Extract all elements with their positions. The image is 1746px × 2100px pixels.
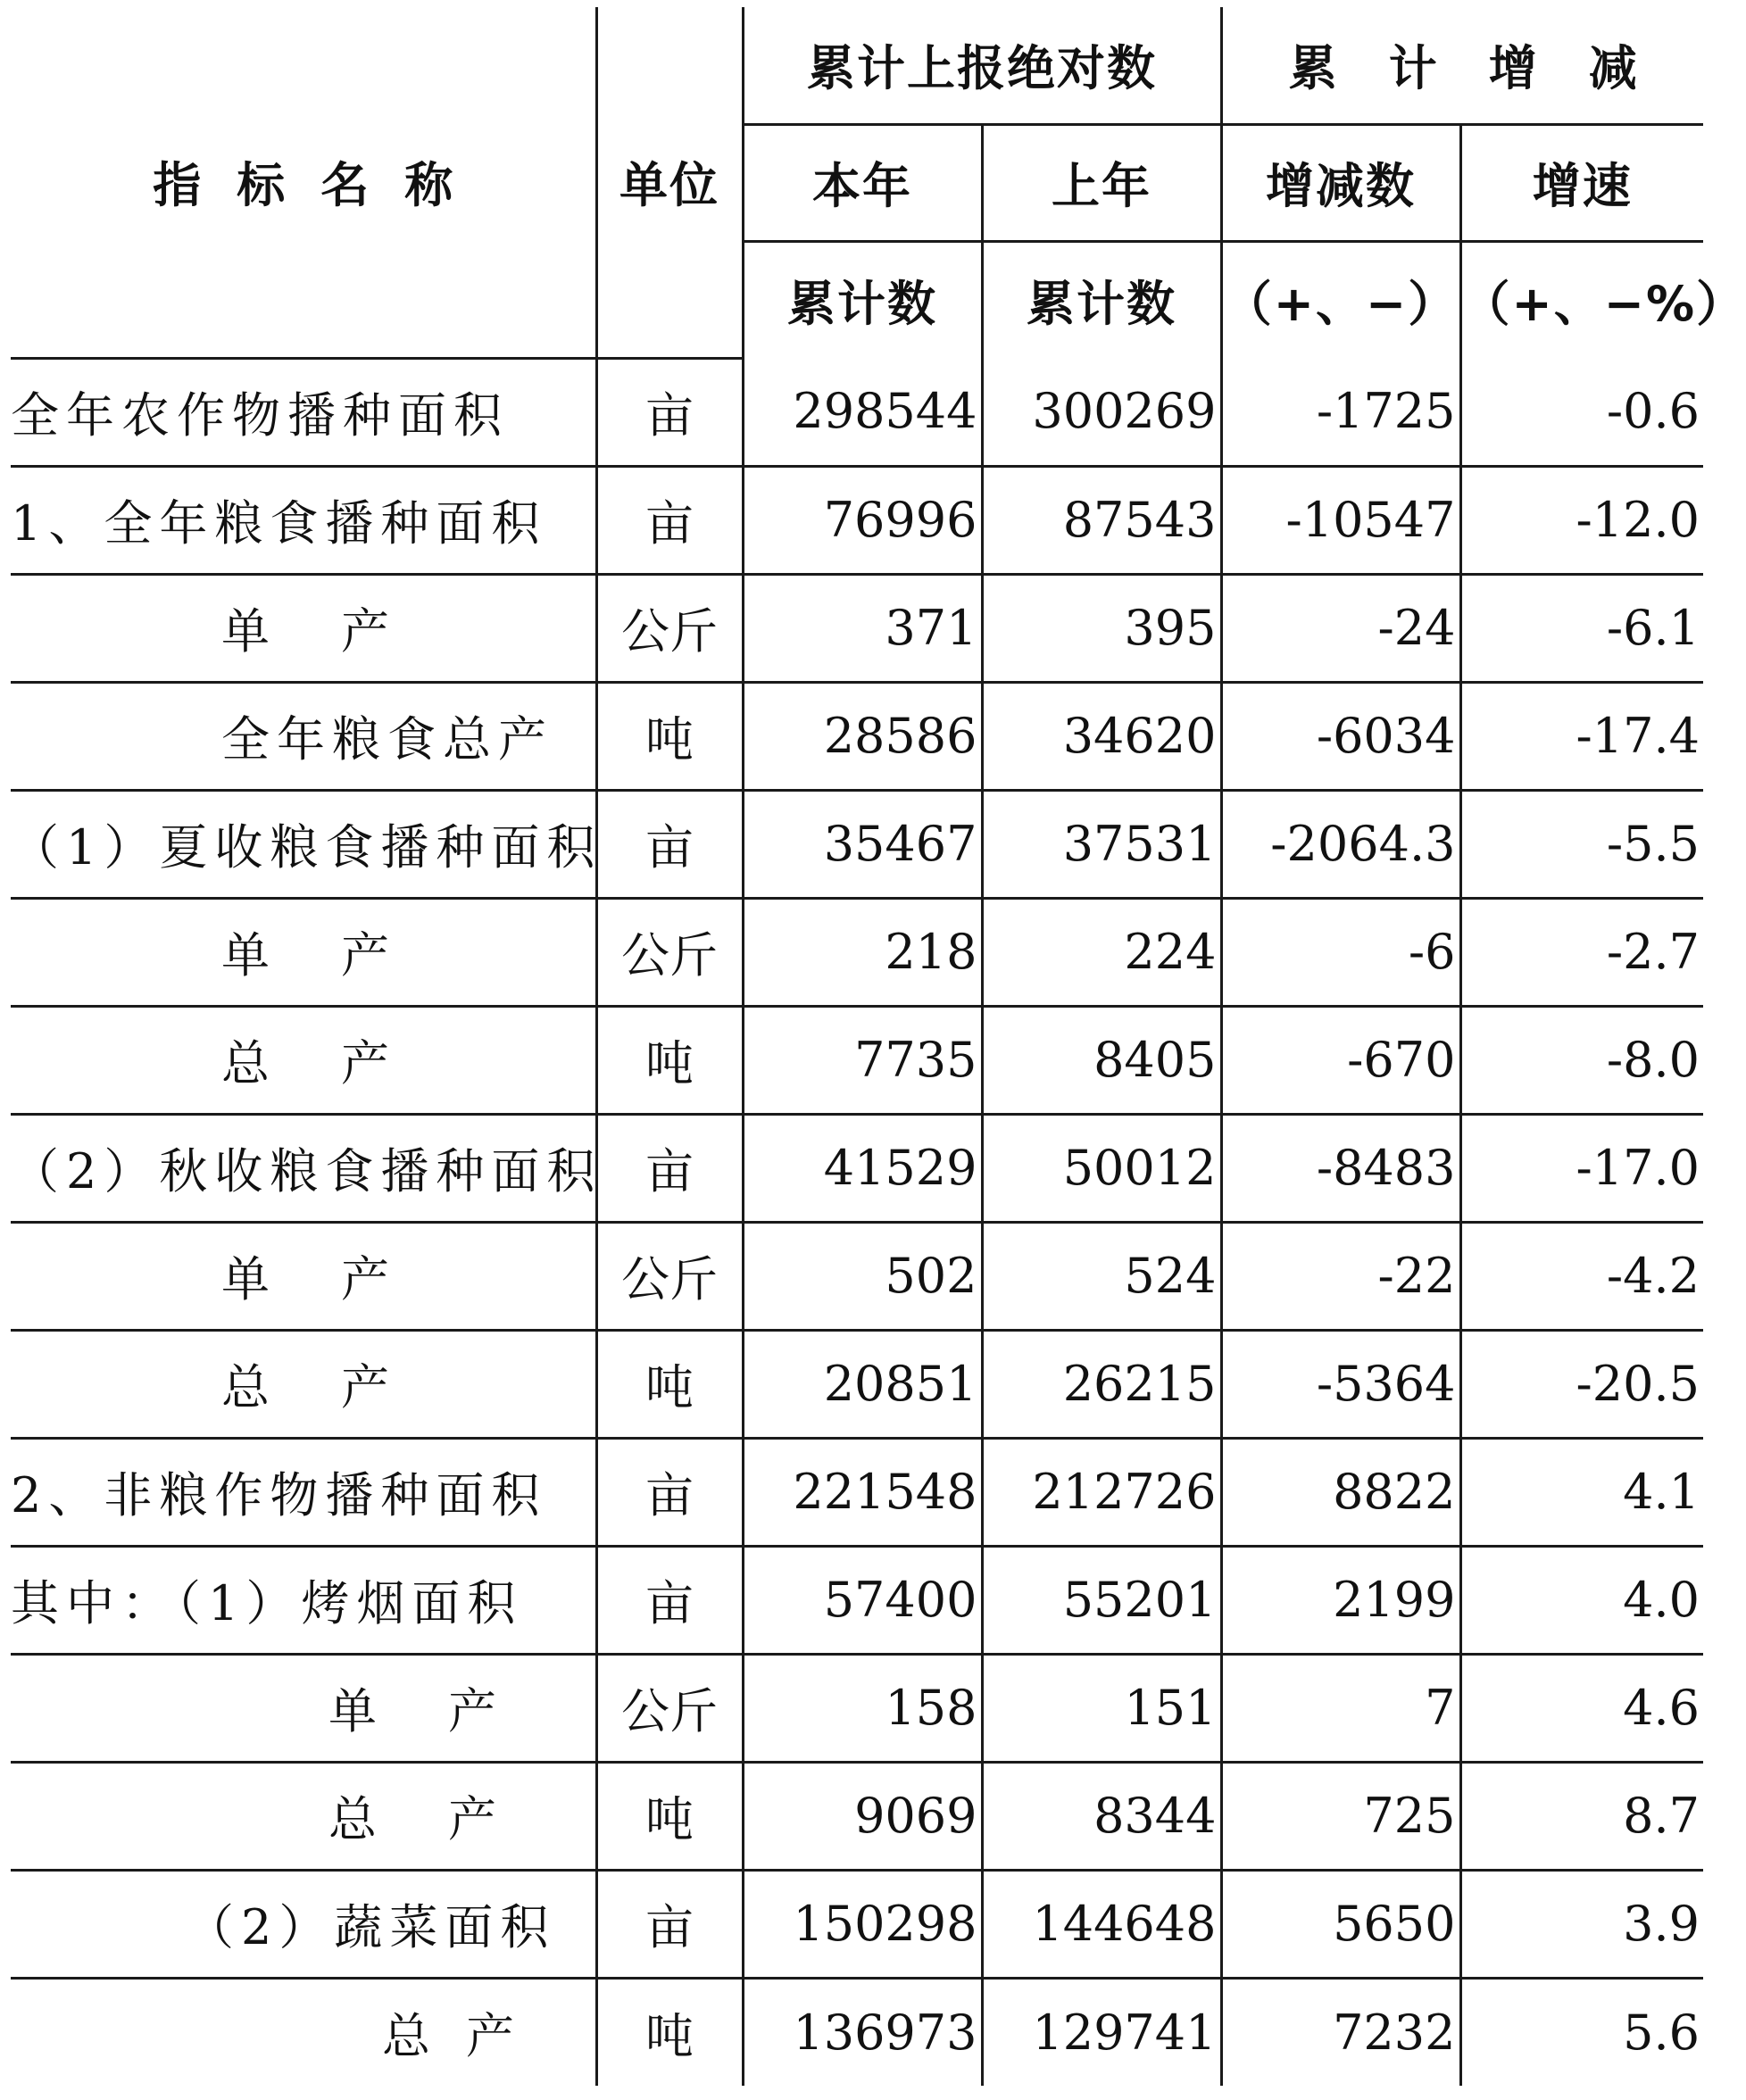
unit-cell: 公斤 [596, 1222, 743, 1330]
header-indicator: 指标名称 [11, 7, 596, 358]
last-year-value-cell: 224 [982, 898, 1221, 1006]
last-year-value-cell: 8344 [982, 1762, 1221, 1870]
header-cumulative-absolute: 累计上报绝对数 [743, 7, 1221, 124]
indicator-name-cell: 总产 [11, 1762, 596, 1870]
growth-rate-cell: -17.0 [1460, 1114, 1703, 1222]
this-year-value-cell: 218 [743, 898, 982, 1006]
unit-cell: 吨 [596, 1762, 743, 1870]
indicator-name-cell: 2、非粮作物播种面积 [11, 1438, 596, 1546]
header-unit: 单位 [596, 7, 743, 358]
change-value-cell: -670 [1221, 1006, 1460, 1114]
this-year-value-cell: 7735 [743, 1006, 982, 1114]
last-year-value-cell: 300269 [982, 358, 1221, 466]
indicator-name-cell: 其中：（1）烤烟面积 [11, 1546, 596, 1654]
header-sign-number: （+、−） [1221, 241, 1460, 358]
this-year-value-cell: 221548 [743, 1438, 982, 1546]
change-value-cell: 5650 [1221, 1870, 1460, 1978]
unit-cell: 公斤 [596, 898, 743, 1006]
indicator-name-cell: 单产 [11, 574, 596, 682]
table-row [11, 1654, 1703, 1762]
last-year-value-cell: 212726 [982, 1438, 1221, 1546]
unit-cell: 吨 [596, 1006, 743, 1114]
unit-cell: 吨 [596, 1330, 743, 1438]
change-value-cell: -6 [1221, 898, 1460, 1006]
last-year-value-cell: 8405 [982, 1006, 1221, 1114]
table-row [11, 790, 1703, 898]
table-row [11, 1330, 1703, 1438]
indicator-name-cell: 单产 [11, 1654, 596, 1762]
header-change-number: 增减数 [1221, 124, 1460, 241]
growth-rate-cell: -6.1 [1460, 574, 1703, 682]
this-year-value-cell: 20851 [743, 1330, 982, 1438]
growth-rate-cell: 5.6 [1460, 1978, 1703, 2086]
indicator-name-cell: 总产 [11, 1978, 596, 2086]
unit-cell: 公斤 [596, 1654, 743, 1762]
table-row [11, 1438, 1703, 1546]
table-row [11, 574, 1703, 682]
growth-rate-cell: -20.5 [1460, 1330, 1703, 1438]
last-year-value-cell: 129741 [982, 1978, 1221, 2086]
indicator-name-cell: 全年农作物播种面积 [11, 358, 596, 466]
header-sign-percent: （+、−%） [1460, 241, 1703, 358]
header-row-1 [11, 7, 1703, 124]
this-year-value-cell: 28586 [743, 682, 982, 790]
unit-cell: 公斤 [596, 574, 743, 682]
last-year-value-cell: 26215 [982, 1330, 1221, 1438]
change-value-cell: -22 [1221, 1222, 1460, 1330]
this-year-value-cell: 136973 [743, 1978, 982, 2086]
unit-cell: 亩 [596, 790, 743, 898]
last-year-value-cell: 524 [982, 1222, 1221, 1330]
change-value-cell: -10547 [1221, 466, 1460, 574]
this-year-value-cell: 158 [743, 1654, 982, 1762]
table-row [11, 1006, 1703, 1114]
this-year-value-cell: 57400 [743, 1546, 982, 1654]
table-row [11, 358, 1703, 466]
unit-cell: 亩 [596, 1870, 743, 1978]
growth-rate-cell: -4.2 [1460, 1222, 1703, 1330]
change-value-cell: -1725 [1221, 358, 1460, 466]
table-row [11, 1546, 1703, 1654]
header-cum-this: 累计数 [743, 241, 982, 358]
table-row [11, 682, 1703, 790]
indicator-name-cell: 总产 [11, 1006, 596, 1114]
last-year-value-cell: 395 [982, 574, 1221, 682]
header-growth-rate: 增速 [1460, 124, 1703, 241]
unit-cell: 亩 [596, 358, 743, 466]
this-year-value-cell: 76996 [743, 466, 982, 574]
change-value-cell: 8822 [1221, 1438, 1460, 1546]
table-row [11, 466, 1703, 574]
growth-rate-cell: 3.9 [1460, 1870, 1703, 1978]
growth-rate-cell: -0.6 [1460, 358, 1703, 466]
growth-rate-cell: -17.4 [1460, 682, 1703, 790]
last-year-value-cell: 37531 [982, 790, 1221, 898]
this-year-value-cell: 9069 [743, 1762, 982, 1870]
growth-rate-cell: 4.0 [1460, 1546, 1703, 1654]
table-row [11, 898, 1703, 1006]
header-cum-last: 累计数 [982, 241, 1221, 358]
change-value-cell: 725 [1221, 1762, 1460, 1870]
this-year-value-cell: 371 [743, 574, 982, 682]
change-value-cell: -8483 [1221, 1114, 1460, 1222]
this-year-value-cell: 35467 [743, 790, 982, 898]
this-year-value-cell: 41529 [743, 1114, 982, 1222]
unit-cell: 吨 [596, 1978, 743, 2086]
header-this-year: 本年 [743, 124, 982, 241]
indicator-name-cell: （2）蔬菜面积 [11, 1870, 596, 1978]
this-year-value-cell: 150298 [743, 1870, 982, 1978]
indicator-name-cell: 单产 [11, 1222, 596, 1330]
this-year-value-cell: 502 [743, 1222, 982, 1330]
change-value-cell: 2199 [1221, 1546, 1460, 1654]
last-year-value-cell: 151 [982, 1654, 1221, 1762]
indicator-name-cell: 全年粮食总产 [11, 682, 596, 790]
indicator-name-cell: 总产 [11, 1330, 596, 1438]
growth-rate-cell: 4.6 [1460, 1654, 1703, 1762]
indicator-name-cell: 单产 [11, 898, 596, 1006]
change-value-cell: -24 [1221, 574, 1460, 682]
change-value-cell: -5364 [1221, 1330, 1460, 1438]
last-year-value-cell: 87543 [982, 466, 1221, 574]
table-row [11, 1762, 1703, 1870]
growth-rate-cell: -2.7 [1460, 898, 1703, 1006]
statistics-table [11, 7, 1746, 2086]
unit-cell: 吨 [596, 682, 743, 790]
unit-cell: 亩 [596, 466, 743, 574]
table-body [11, 358, 1703, 2086]
indicator-name-cell: 1、全年粮食播种面积 [11, 466, 596, 574]
change-value-cell: -2064.3 [1221, 790, 1460, 898]
last-year-value-cell: 50012 [982, 1114, 1221, 1222]
change-value-cell: 7 [1221, 1654, 1460, 1762]
unit-cell: 亩 [596, 1546, 743, 1654]
last-year-value-cell: 55201 [982, 1546, 1221, 1654]
unit-cell: 亩 [596, 1438, 743, 1546]
indicator-name-cell: （1）夏收粮食播种面积 [11, 790, 596, 898]
last-year-value-cell: 144648 [982, 1870, 1221, 1978]
header-cumulative-change: 累计增减 [1221, 7, 1703, 124]
table-row [11, 1870, 1703, 1978]
change-value-cell: -6034 [1221, 682, 1460, 790]
growth-rate-cell: -8.0 [1460, 1006, 1703, 1114]
table-row [11, 1114, 1703, 1222]
table-row [11, 1222, 1703, 1330]
indicator-name-cell: （2）秋收粮食播种面积 [11, 1114, 596, 1222]
growth-rate-cell: -5.5 [1460, 790, 1703, 898]
growth-rate-cell: 8.7 [1460, 1762, 1703, 1870]
last-year-value-cell: 34620 [982, 682, 1221, 790]
growth-rate-cell: -12.0 [1460, 466, 1703, 574]
change-value-cell: 7232 [1221, 1978, 1460, 2086]
unit-cell: 亩 [596, 1114, 743, 1222]
this-year-value-cell: 298544 [743, 358, 982, 466]
header-last-year: 上年 [982, 124, 1221, 241]
growth-rate-cell: 4.1 [1460, 1438, 1703, 1546]
table-row [11, 1978, 1703, 2086]
